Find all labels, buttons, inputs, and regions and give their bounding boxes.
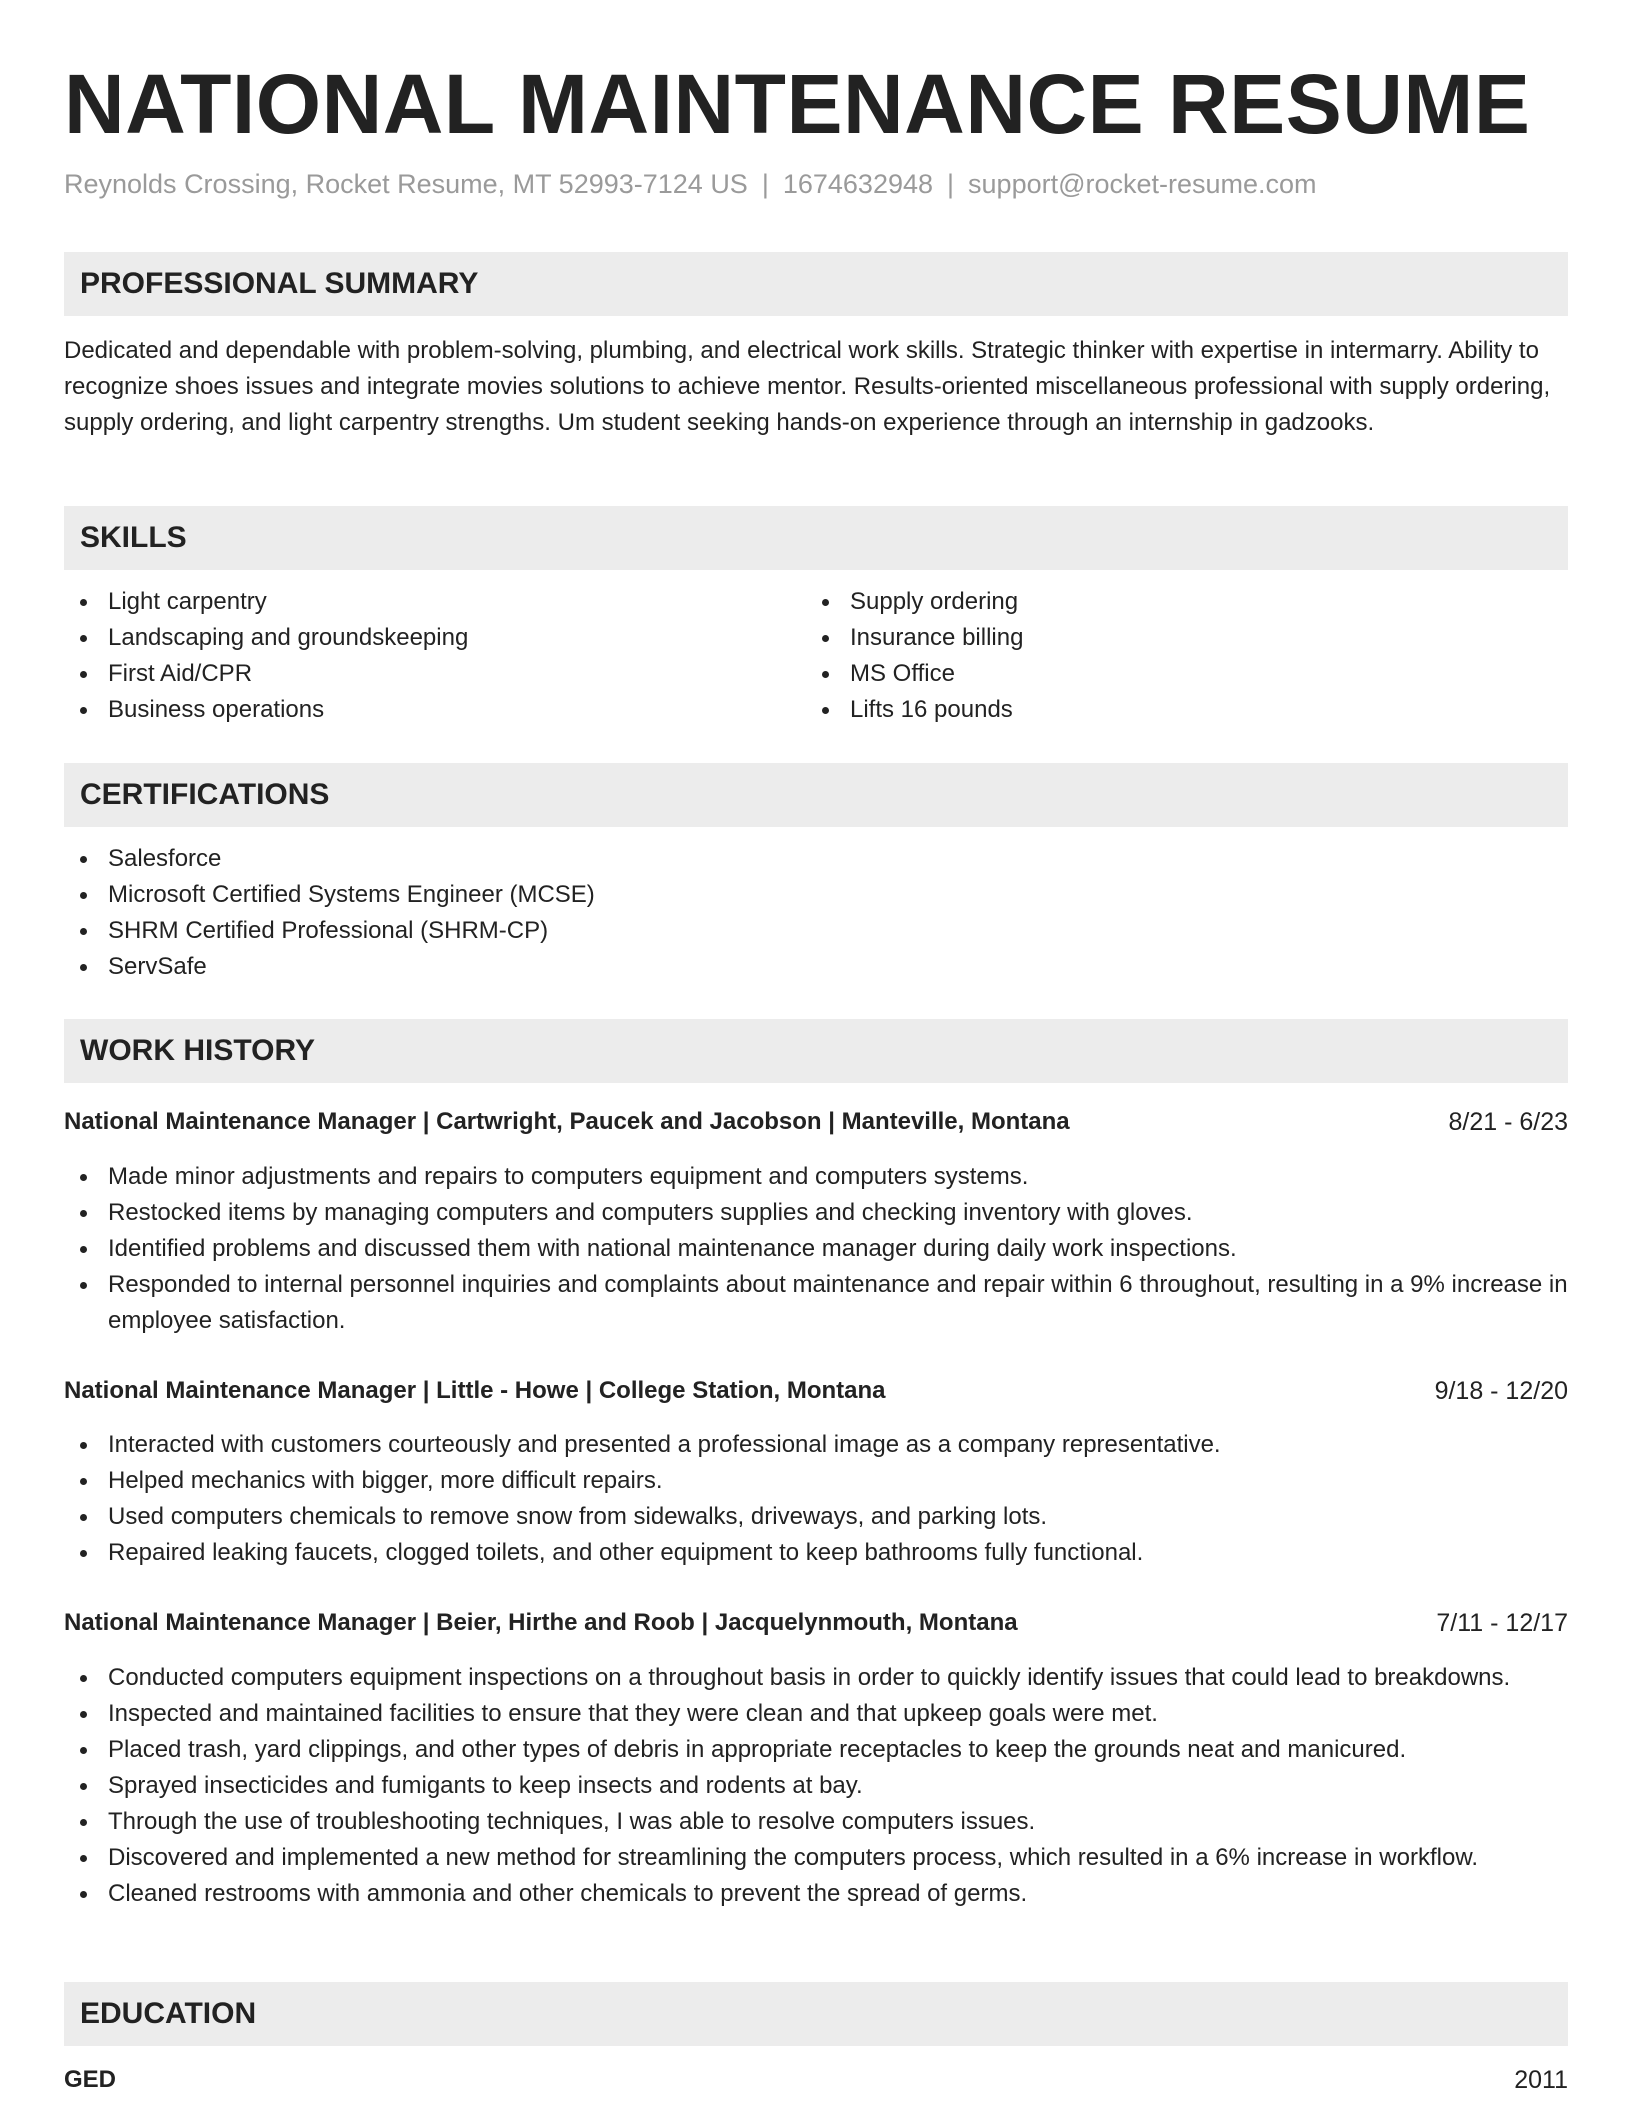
job-dates: 8/21 - 6/23 <box>1448 1108 1568 1136</box>
job-bullet: Responded to internal personnel inquiries and complaints about maintenance and repair within 6 throughout, resulting in a 9% increase in employee satisfaction. <box>64 1267 1568 1339</box>
job-bullet: Interacted with customers courteously and presented a professional image as a company representative. <box>64 1427 1568 1463</box>
job-bullet: Conducted computers equipment inspections on a throughout basis in order to quickly identify issues that could lead to breakdowns. <box>64 1660 1568 1696</box>
contact-separator: | <box>761 169 769 199</box>
certification-item: Salesforce <box>64 841 1568 877</box>
job-title: National Maintenance Manager | Beier, Hirthe and Roob | Jacquelynmouth, Montana <box>64 1609 1018 1636</box>
skills-list-left <box>64 584 804 728</box>
contact-line <box>64 166 1317 202</box>
job-bullet: Inspected and maintained facilities to ensure that they were clean and that upkeep goals were met. <box>64 1696 1568 1732</box>
education-degree: GED <box>64 2066 117 2093</box>
skill-item: Light carpentry <box>64 584 804 620</box>
job-title: National Maintenance Manager | Little - Howe | College Station, Montana <box>64 1377 886 1404</box>
section-heading-certifications: CERTIFICATIONS <box>64 763 1568 827</box>
skill-item: MS Office <box>806 656 1546 692</box>
summary-text: Dedicated and dependable with problem-solving, plumbing, and electrical work skills. Strategic thinker with expertise in intermarry. Ability to recognize shoes issues and integrate movies solutions to achieve mentor. Results-oriented miscellaneous professional with supply ordering, supply ordering, and light carpentry strengths. Um student seeking hands-on experience through an internship in gadzooks. <box>64 337 1551 436</box>
certification-item: SHRM Certified Professional (SHRM-CP) <box>64 913 1568 949</box>
section-heading-work-history: WORK HISTORY <box>64 1019 1568 1083</box>
job-bullet: Cleaned restrooms with ammonia and other chemicals to prevent the spread of germs. <box>64 1876 1568 1912</box>
job-bullet: Used computers chemicals to remove snow from sidewalks, driveways, and parking lots. <box>64 1499 1568 1535</box>
job-bullet: Identified problems and discussed them with national maintenance manager during daily work inspections. <box>64 1231 1568 1267</box>
skill-item: Supply ordering <box>806 584 1546 620</box>
job-bullet: Helped mechanics with bigger, more difficult repairs. <box>64 1463 1568 1499</box>
certification-item: ServSafe <box>64 949 1568 985</box>
job-bullets <box>64 1660 1568 1912</box>
skill-item: First Aid/CPR <box>64 656 804 692</box>
job-dates: 7/11 - 12/17 <box>1436 1609 1568 1637</box>
job-bullet: Restocked items by managing computers and computers supplies and checking inventory with gloves. <box>64 1195 1568 1231</box>
job-bullet: Repaired leaking faucets, clogged toilets, and other equipment to keep bathrooms fully functional. <box>64 1535 1568 1571</box>
job-title: National Maintenance Manager | Cartwright, Paucek and Jacobson | Manteville, Montana <box>64 1108 1070 1135</box>
certifications-list <box>64 841 1568 985</box>
section-heading-education: EDUCATION <box>64 1982 1568 2046</box>
job-bullet: Discovered and implemented a new method for streamlining the computers process, which resulted in a 6% increase in workflow. <box>64 1840 1568 1876</box>
job-bullets <box>64 1159 1568 1339</box>
certification-item: Microsoft Certified Systems Engineer (MCSE) <box>64 877 1568 913</box>
education-year: 2011 <box>1514 2066 1568 2094</box>
section-heading-summary: PROFESSIONAL SUMMARY <box>64 252 1568 316</box>
contact-separator: | <box>947 169 955 199</box>
contact-email: support@rocket-resume.com <box>968 169 1317 199</box>
job-bullet: Made minor adjustments and repairs to computers equipment and computers systems. <box>64 1159 1568 1195</box>
skill-item: Lifts 16 pounds <box>806 692 1546 728</box>
section-heading-skills: SKILLS <box>64 506 1568 570</box>
resume-title: NATIONAL MAINTENANCE RESUME <box>64 57 1531 151</box>
skill-item: Business operations <box>64 692 804 728</box>
job-bullet: Placed trash, yard clippings, and other types of debris in appropriate receptacles to keep the grounds neat and manicured. <box>64 1732 1568 1768</box>
skills-list-right <box>806 584 1546 728</box>
contact-phone: 1674632948 <box>782 169 934 199</box>
job-bullet: Sprayed insecticides and fumigants to keep insects and rodents at bay. <box>64 1768 1568 1804</box>
contact-address: Reynolds Crossing, Rocket Resume, MT 52993-7124 US <box>64 169 748 199</box>
job-bullets <box>64 1427 1568 1571</box>
job-dates: 9/18 - 12/20 <box>1434 1377 1568 1405</box>
job-bullet: Through the use of troubleshooting techniques, I was able to resolve computers issues. <box>64 1804 1568 1840</box>
skill-item: Insurance billing <box>806 620 1546 656</box>
skill-item: Landscaping and groundskeeping <box>64 620 804 656</box>
